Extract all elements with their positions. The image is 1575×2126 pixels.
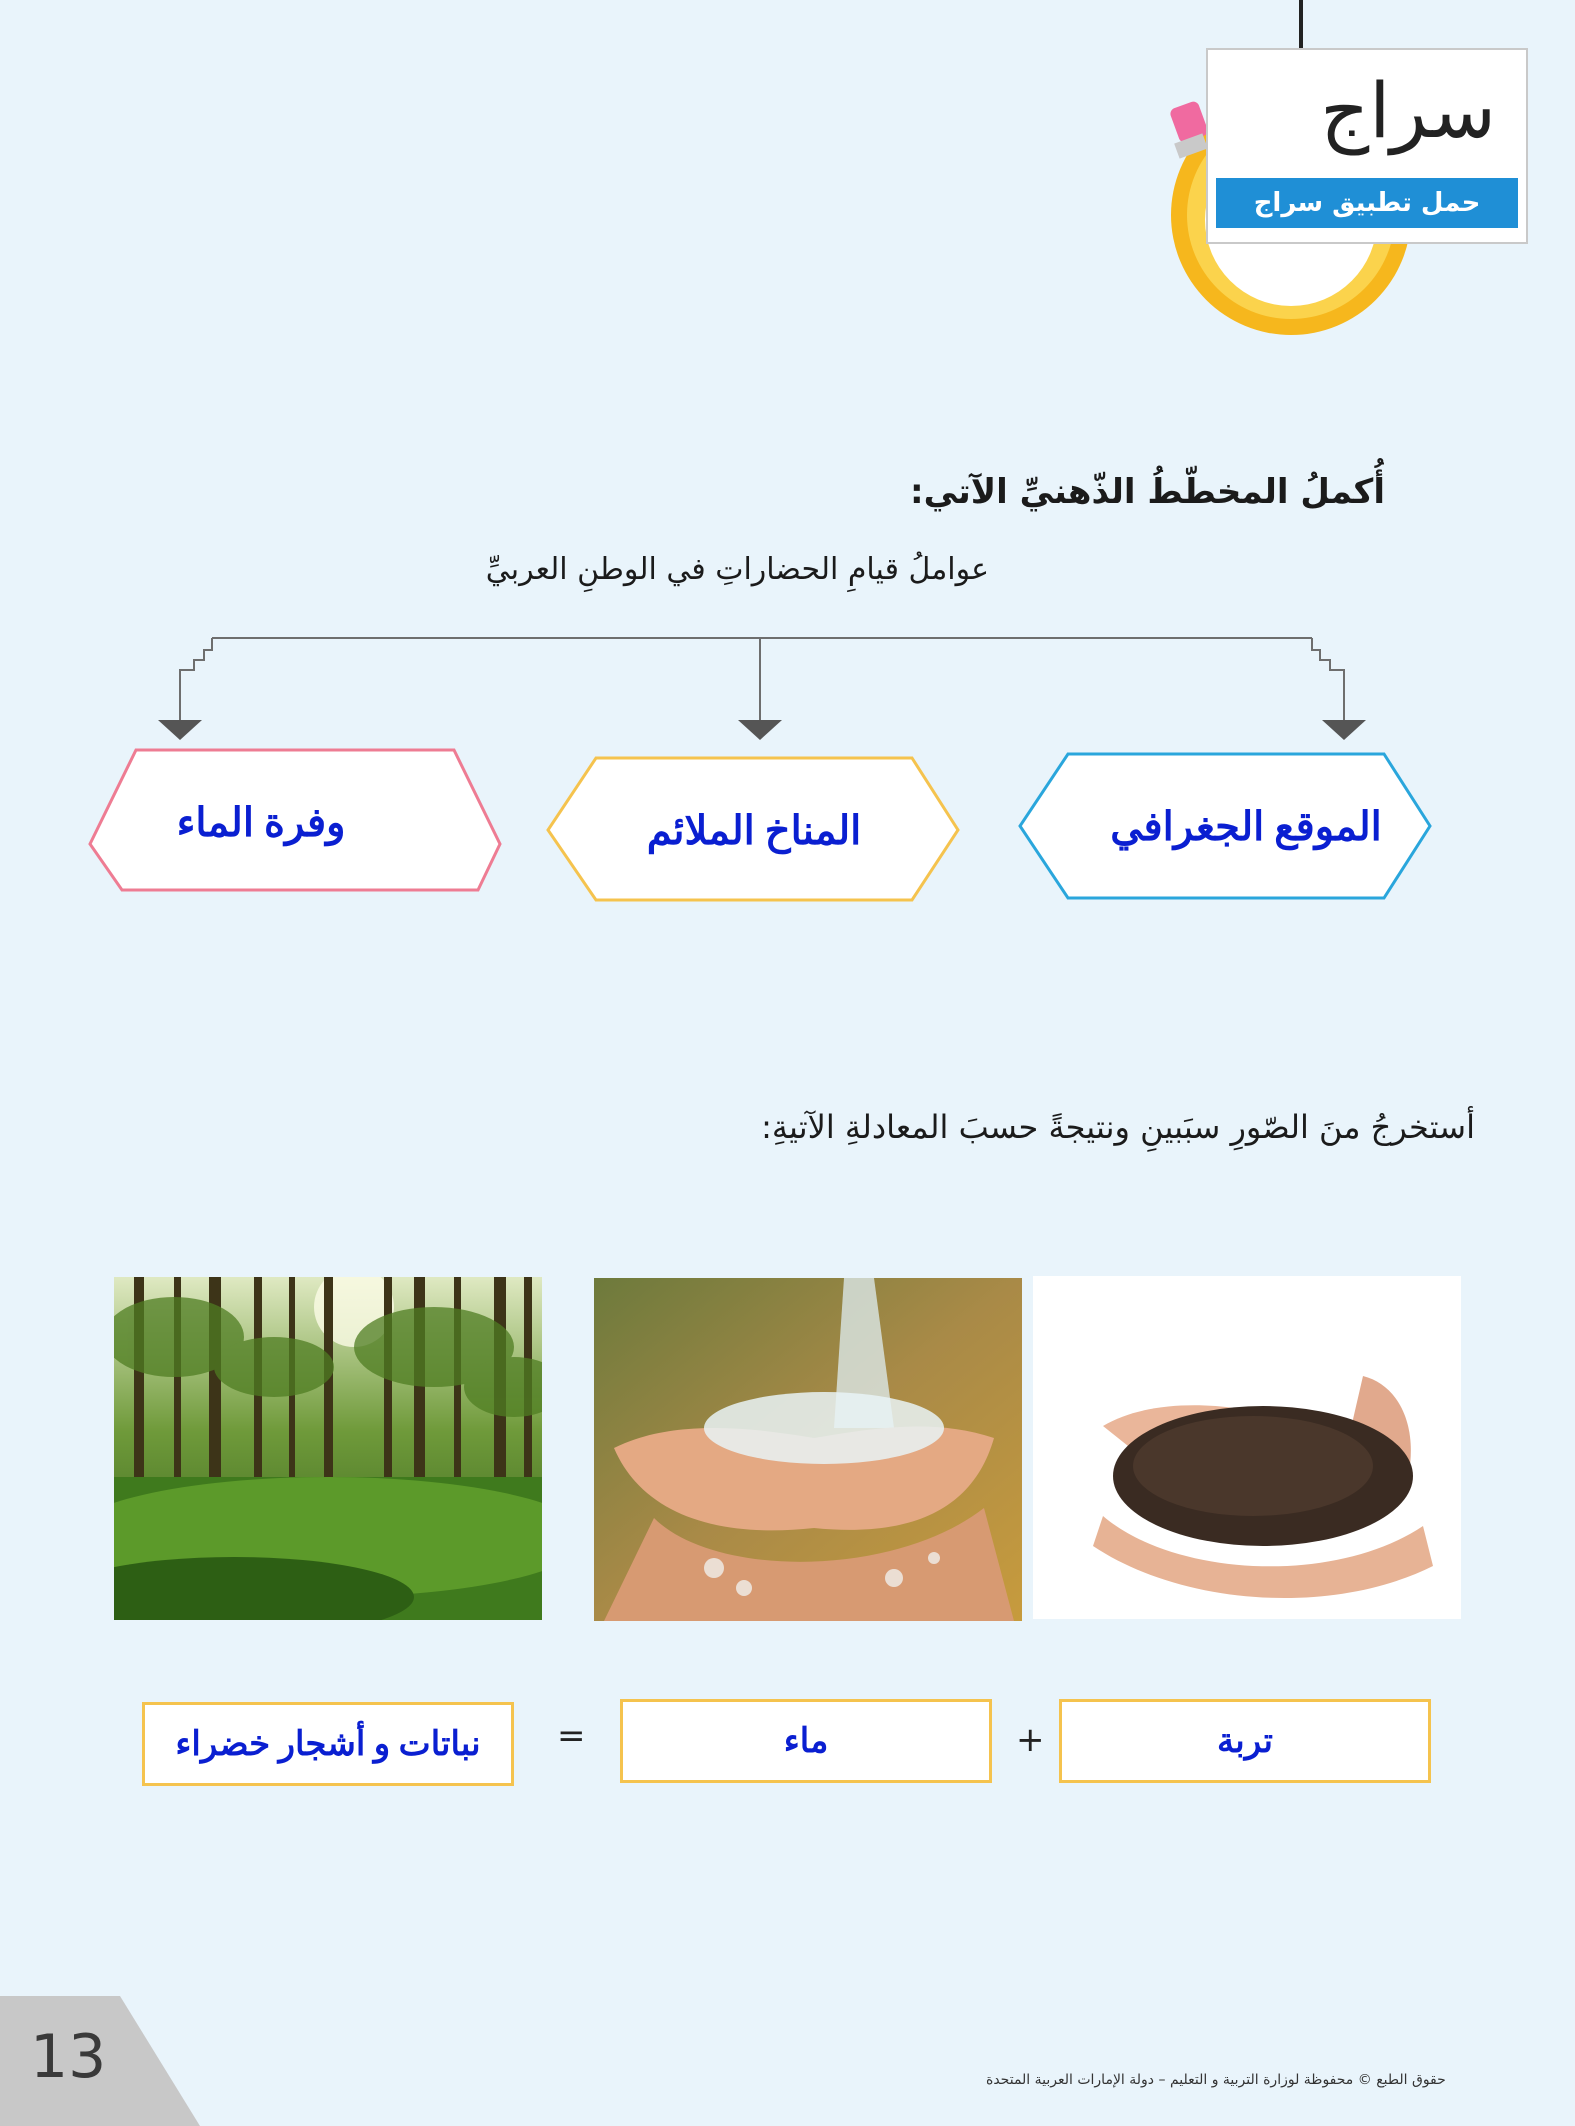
soil-hands-photo <box>1033 1276 1461 1619</box>
question-1-title: أُكملُ المخطّطُ الذّهنيِّ الآتي: <box>910 472 1385 512</box>
mindmap-root-label: عواملُ قيامِ الحضاراتِ في الوطنِ العربيِّ <box>485 552 989 587</box>
logo-banner: حمل تطبيق سراج <box>1216 178 1518 228</box>
mindmap-connectors <box>0 600 1575 750</box>
answer-text: وفرة الماء <box>176 799 346 845</box>
answer-text: الموقع الجغرافي <box>1110 803 1382 849</box>
water-hands-photo <box>594 1278 1022 1621</box>
equation-cause-2-box[interactable]: ماء <box>620 1699 992 1783</box>
answer-hex-suitable-climate[interactable] <box>544 756 964 904</box>
answer-hex-geographic-location[interactable] <box>1016 752 1436 900</box>
answer-hex-water-abundance[interactable] <box>86 748 506 896</box>
answer-text: المناخ الملائم <box>646 807 862 853</box>
page-number: 13 <box>30 2022 107 2092</box>
equation-cause-1-box[interactable]: تربة <box>1059 1699 1431 1783</box>
plus-sign: + <box>1016 1720 1045 1760</box>
logo-wordmark: سراج <box>1320 66 1496 155</box>
copyright-notice: حقوق الطبع © محفوظة لوزارة التربية و التعليم – دولة الإمارات العربية المتحدة <box>986 2072 1446 2088</box>
equation-result-box[interactable]: نباتات و أشجار خضراء <box>142 1702 514 1786</box>
forest-photo <box>114 1277 542 1620</box>
siraj-app-logo[interactable] <box>1206 48 1528 244</box>
question-2-title: أستخرجُ منَ الصّورِ سبَبينِ ونتيجةً حسبَ المعادلةِ الآتيةِ: <box>761 1108 1475 1146</box>
logo-hanger <box>1299 0 1303 48</box>
equals-sign: = <box>557 1716 586 1756</box>
